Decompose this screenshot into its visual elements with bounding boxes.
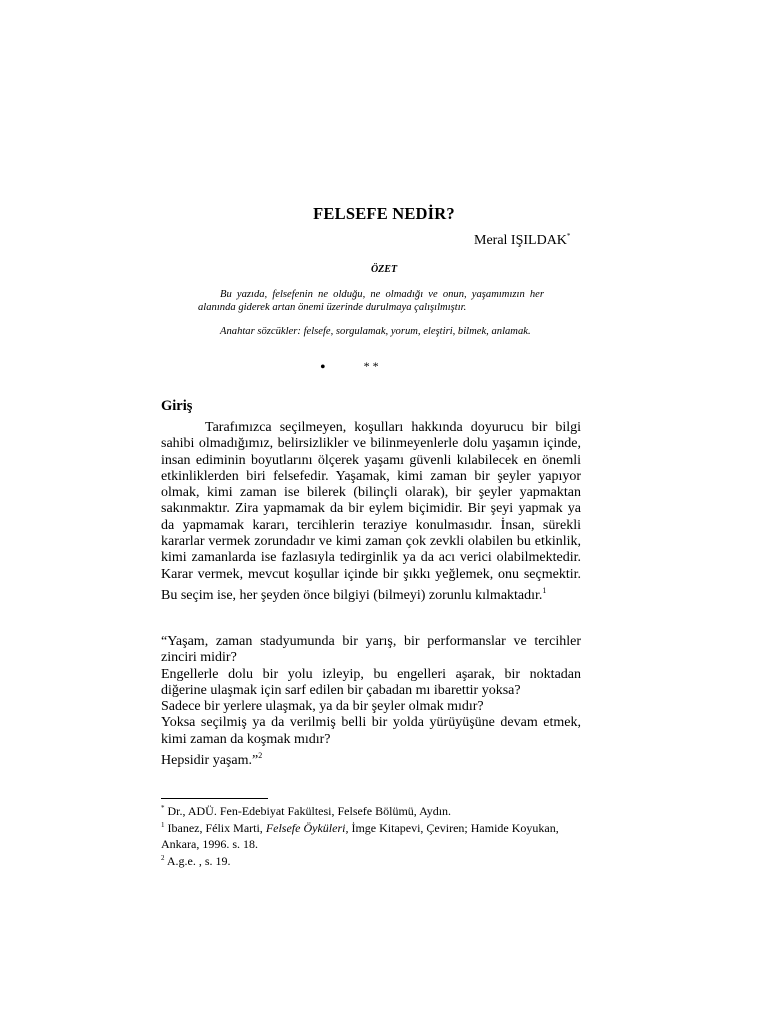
quote-line: diğerine ulaşmak için sarf edilen bir çabadan mı ibarettir yoksa? (161, 682, 521, 698)
abstract-body: Bu yazıda, felsefenin ne olduğu, ne olmadığı ve onun, yaşamımızın her alanında giderek artan önemi üzerinde durulmaya çalışılmıştır. (198, 289, 544, 313)
quote-line-text: Hepsidir yaşam.” (161, 753, 259, 769)
quotation-block (161, 634, 581, 769)
footnote-ref-1: 1 (542, 585, 547, 595)
abstract-heading: ÖZET (370, 264, 398, 275)
separator-stars: * * (363, 359, 379, 373)
quote-line: Sadece bir yerlere ulaşmak, ya da bir şeyler olmak mıdır? (161, 699, 484, 715)
footnote-text-rest: İmge Kitapevi, Çeviren; Hamide Koyukan, Ankara, 1996. s. 18. (161, 821, 559, 851)
quote-line-last (161, 748, 581, 769)
author-name (474, 232, 570, 249)
author-name-text: Meral IŞILDAK (474, 233, 567, 248)
footnote-divider (161, 798, 268, 799)
paper-title: FELSEFE NEDİR? (313, 204, 455, 223)
quote-line: zinciri midir? (161, 650, 237, 666)
author-footnote-mark: * (566, 232, 571, 240)
footnote-mark: 2 (161, 854, 165, 862)
keywords-list: : felsefe, sorgulamak, yorum, eleştiri, bilmek, anlamak. (297, 326, 531, 337)
footnote-ref-2: 2 (258, 751, 263, 761)
quote-line: “Yaşam, zaman stadyumunda bir yarış, bir performanslar ve tercihler (161, 634, 581, 649)
footnote-1 (161, 818, 581, 852)
intro-paragraph-text: Tarafımızca seçilmeyen, koşulları hakkında doyurucu bir bilgi sahibi olmadığımız, belirsizlikler ve bilinmeyenlerle dolu yaşamın içinde, insan ediminin boyutlarını ölçerek yaşamı güvenli kılabilecek en önemli etkinliklerden biri felsefedir. Yaşamak, kimi zaman bir şeyler yapıyor olmak, kimi zaman ise bilerek (bilinçli olarak), bir şeyler yapmaktan sakınmaktır. Zira yapmamak da bir eylem biçimidir. Bir şeyi yapmak ya da yapmamak kararı, tercihlerin teraziye konulmasıdır. İnsan, sürekli kararlar vermek zorundadır ve kimi zaman çok zevkli olabilen bu etkinlik, kimi zamanlarda ise fazlasıyla tedirginlik ya da acı verici olabilmektedir. Karar vermek, mevcut koşullar içinde bir şıkkı yeğlemek, onu seçmektir. Bu seçim ise, her şeyden önce bilgiyi (bilmeyi) zorunlu kılmaktadır. (161, 420, 581, 603)
footnote-mark: 1 (161, 821, 165, 829)
footnote-mark: * (161, 804, 165, 812)
footnote-author (161, 801, 581, 820)
quote-line: Yoksa seçilmiş ya da verilmiş belli bir yolda yürüyüşüne devam etmek, (161, 715, 581, 731)
separator-bullet: • (320, 359, 326, 376)
section-heading: Giriş (161, 398, 193, 414)
footnote-text: A.g.e. , s. 19. (166, 854, 231, 868)
section-separator (320, 359, 379, 377)
footnote-2 (161, 851, 581, 870)
quote-line: Engellerle dolu bir yolu izleyip, bu engelleri aşarak, bir noktadan (161, 666, 581, 682)
footnote-book-title: Felsefe Öyküleri, (265, 821, 349, 835)
footnote-text: Dr., ADÜ. Fen-Edebiyat Fakültesi, Felsefe Bölümü, Aydın. (167, 804, 452, 818)
keywords-label: Anahtar sözcükler (220, 326, 298, 337)
intro-paragraph (161, 420, 581, 604)
keywords (198, 325, 544, 338)
abstract-text (198, 288, 544, 314)
footnote-text: Ibanez, Félix Marti, (167, 821, 266, 835)
quote-line: kimi zaman da koşmak mıdır? (161, 731, 331, 747)
